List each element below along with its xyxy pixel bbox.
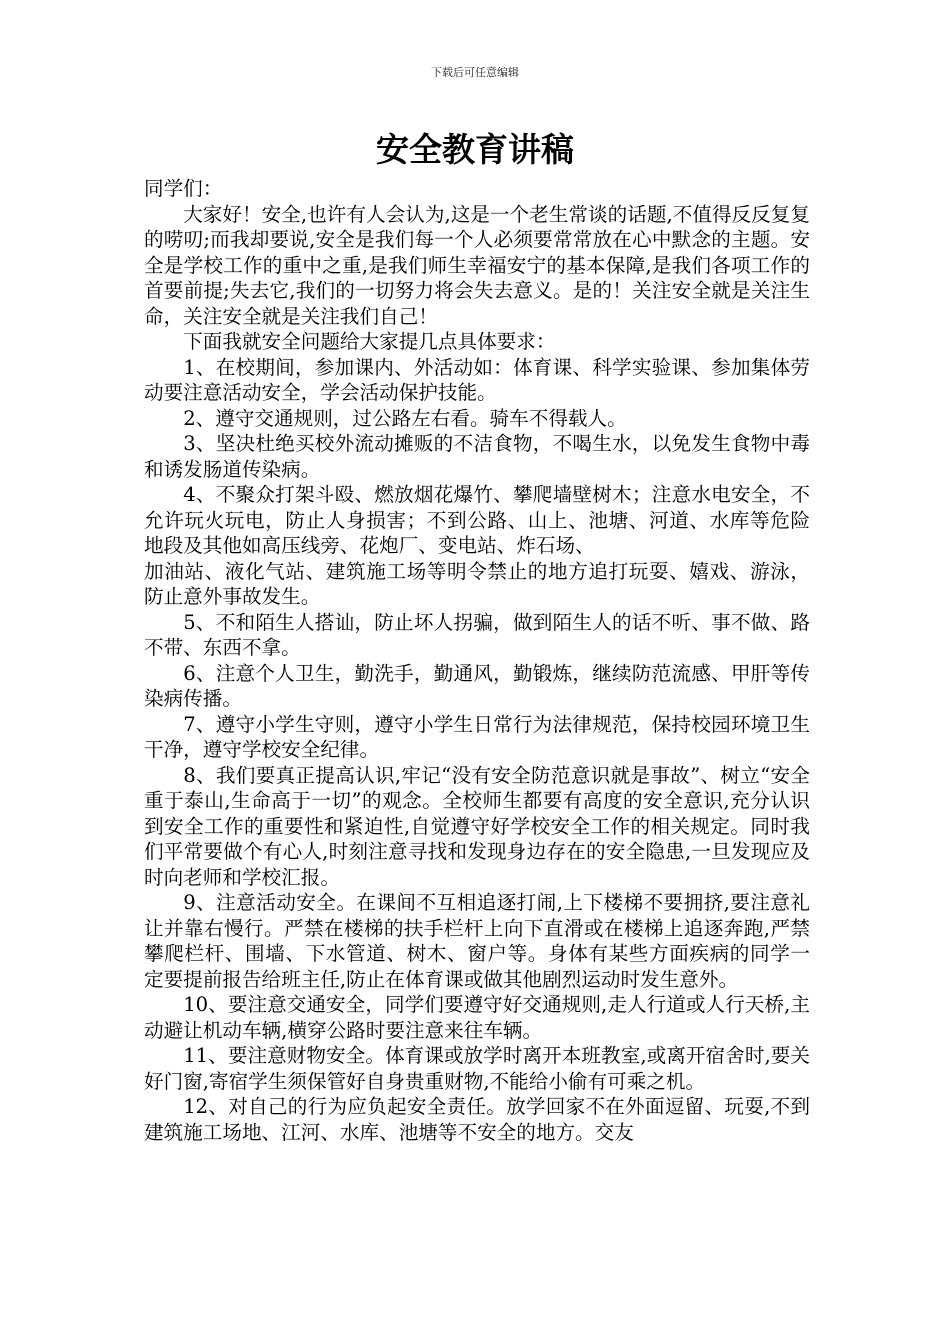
requirement-item-8: 8、我们要真正提高认识,牢记“没有安全防范意识就是事故”、树立“安全重于泰山,生命高于一切”的观念。全校师生都要有高度的安全意识,充分认识到安全工作的重要性和紧迫性,自觉遵守好学校安全工作的相关规定。同时我们平常要做个有心人,时刻注意寻找和发现身边存在的安全隐患,一旦发现应及时向老师和学校汇报。 xyxy=(144,763,810,889)
requirement-item-3: 3、坚决杜绝买校外流动摊贩的不洁食物，不喝生水，以免发生食物中毒和诱发肠道传染病。 xyxy=(144,432,810,481)
header-note: 下载后可任意编辑 xyxy=(431,66,519,79)
requirement-item-12: 12、对自己的行为应负起安全责任。放学回家不在外面逗留、玩耍,不到建筑施工场地、江河、水库、池塘等不安全的地方。交友 xyxy=(144,1095,810,1144)
requirement-item-10: 10、要注意交通安全，同学们要遵守好交通规则,走人行道或人行天桥,主动避让机动车辆,横穿公路时要注意来往车辆。 xyxy=(144,993,810,1042)
requirement-item-5: 5、不和陌生人搭讪，防止坏人拐骗，做到陌生人的话不听、事不做、路不带、东西不拿。 xyxy=(144,610,810,659)
requirement-item-4-continued: 加油站、液化气站、建筑施工场等明令禁止的地方追打玩耍、嬉戏、游泳，防止意外事故发生。 xyxy=(144,559,810,608)
requirement-item-4: 4、不聚众打架斗殴、燃放烟花爆竹、攀爬墙壁树木；注意水电安全，不允许玩火玩电，防止人身损害；不到公路、山上、池塘、河道、水库等危险地段及其他如高压线旁、花炮厂、变电站、炸石场、 xyxy=(144,483,810,557)
intro-paragraph: 大家好！安全,也许有人会认为,这是一个老生常谈的话题,不值得反反复复的唠叨;而我却要说,安全是我们每一个人必须要常常放在心中默念的主题。安全是学校工作的重中之重,是我们师生幸福安宁的基本保障,是我们各项工作的首要前提;失去它,我们的一切努力将会失去意义。是的！关注安全就是关注生命，关注安全就是关注我们自己！ xyxy=(144,202,810,328)
requirement-item-6: 6、注意个人卫生，勤洗手，勤通风，勤锻炼，继续防范流感、甲肝等传染病传播。 xyxy=(144,661,810,710)
requirement-item-2: 2、遵守交通规则，过公路左右看。骑车不得载人。 xyxy=(183,406,627,430)
requirement-item-9: 9、注意活动安全。在课间不互相追逐打闹,上下楼梯不要拥挤,要注意礼让并靠右慢行。严禁在楼梯的扶手栏杆上向下直滑或在楼梯上追逐奔跑,严禁攀爬栏杆、围墙、下水管道、树木、窗户等。身体有某些方面疾病的同学一定要提前报告给班主任,防止在体育课或做其他剧烈运动时发生意外。 xyxy=(144,891,810,991)
requirement-item-1: 1、在校期间，参加课内、外活动如：体育课、科学实验课、参加集体劳动要注意活动安全，学会活动保护技能。 xyxy=(144,355,810,404)
document-body xyxy=(144,176,810,1145)
greeting: 同学们： xyxy=(144,177,223,200)
lead-in-paragraph: 下面我就安全问题给大家提几点具体要求： xyxy=(183,330,556,353)
requirement-item-7: 7、遵守小学生守则，遵守小学生日常行为法律规范，保持校园环境卫生干净，遵守学校安全纪律。 xyxy=(144,712,810,761)
document-title: 安全教育讲稿 xyxy=(376,130,574,169)
requirement-item-11: 11、要注意财物安全。体育课或放学时离开本班教室,或离开宿舍时,要关好门窗,寄宿学生须保管好自身贵重财物,不能给小偷有可乘之机。 xyxy=(144,1044,810,1093)
